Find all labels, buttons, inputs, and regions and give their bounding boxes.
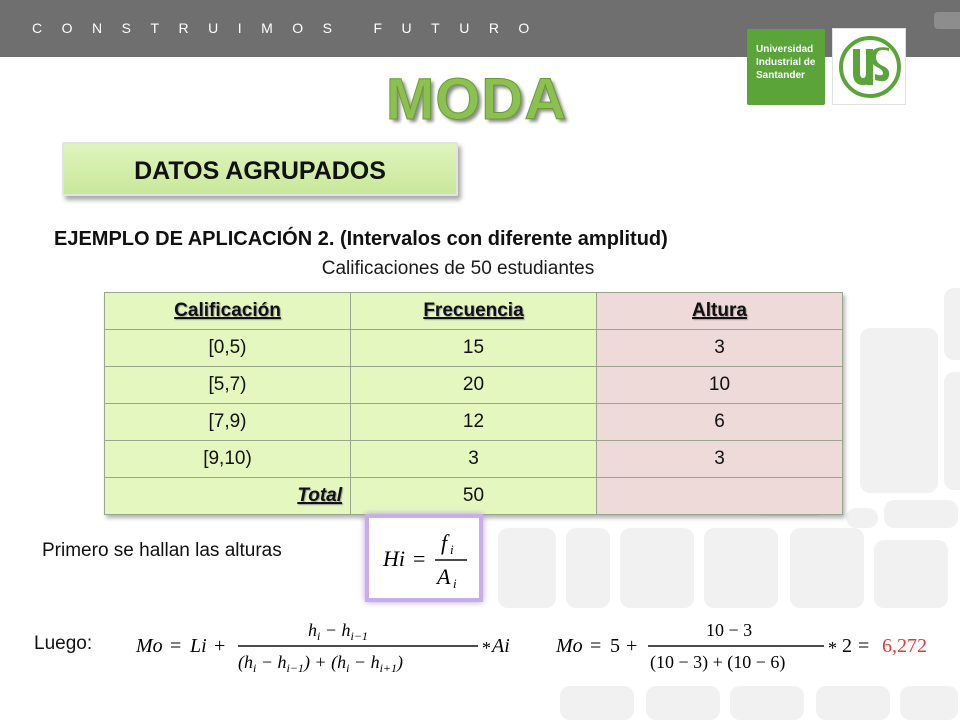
section-header (62, 142, 458, 196)
mode-calc-lhs: Mo (556, 635, 583, 657)
uis-emblem-icon (832, 28, 906, 105)
step-instruction: Primero se hallan las alturas (42, 540, 282, 561)
height-denominator: A (437, 564, 451, 589)
mode-denominator: $(h_i - h_{i-1}) + (h_i - h_{i+1})$ (238, 652, 404, 675)
banner-decoration (934, 12, 960, 29)
cell-height: 3 (597, 441, 843, 478)
equals-sign: = (413, 546, 426, 571)
tagline-left: CONSTRUIMOS (32, 20, 352, 36)
mode-numerator: $h_i - h_{i-1}$ (308, 620, 368, 643)
table-total-row (105, 478, 843, 515)
plus-sign: + (214, 635, 226, 657)
mode-calculation (548, 608, 943, 678)
total-label: Total (105, 478, 351, 515)
mode-result: 6,272 (882, 635, 927, 657)
cell-interval: [5,7) (105, 367, 351, 404)
cell-frequency: 20 (351, 367, 597, 404)
height-denominator-sub: i (453, 576, 457, 591)
header-grade: Calificación (105, 293, 351, 330)
width-value: 2 (842, 635, 852, 657)
university-logo (747, 29, 825, 105)
cell-interval: [7,9) (105, 404, 351, 441)
cell-frequency: 12 (351, 404, 597, 441)
height-numerator-sub: i (450, 542, 454, 557)
mode-lhs: Mo (136, 635, 163, 657)
cell-frequency: 3 (351, 441, 597, 478)
cell-interval: [9,10) (105, 441, 351, 478)
cell-frequency: 15 (351, 330, 597, 367)
section-label: DATOS AGRUPADOS (134, 157, 386, 185)
tagline-right: FUTURO (373, 20, 549, 36)
lower-limit-symbol: Li (190, 635, 207, 657)
height-formula-lhs: Hi (383, 546, 405, 571)
height-formula (365, 514, 483, 602)
mode-formula (130, 608, 515, 678)
cell-height: 10 (597, 367, 843, 404)
equals-sign: = (170, 635, 182, 657)
tagline (32, 20, 549, 36)
multiply-sign: * (828, 638, 837, 658)
equals-sign-result: = (858, 635, 870, 657)
table-row (105, 441, 843, 478)
equals-sign: = (590, 635, 602, 657)
table-row (105, 404, 843, 441)
page-title: MODA (386, 67, 568, 132)
cell-height: 6 (597, 404, 843, 441)
table-header-row (105, 293, 843, 330)
header-height: Altura (597, 293, 843, 330)
table-caption: Calificaciones de 50 estudiantes (321, 258, 595, 279)
university-name: Universidad Industrial de Santander (756, 44, 816, 81)
cell-height: 3 (597, 330, 843, 367)
total-height (597, 478, 843, 515)
cell-interval: [0,5) (105, 330, 351, 367)
table-row (105, 367, 843, 404)
table-row (105, 330, 843, 367)
calc-denominator: (10 − 3) + (10 − 6) (650, 652, 786, 672)
calc-numerator: 10 − 3 (706, 620, 753, 640)
total-frequency: 50 (351, 478, 597, 515)
header-frequency: Frecuencia (351, 293, 597, 330)
lower-limit-value: 5 (610, 635, 620, 657)
multiply-sign: * (482, 638, 491, 658)
then-label: Luego: (34, 633, 93, 654)
example-heading: EJEMPLO DE APLICACIÓN 2. (Intervalos con diferente amplitud) (54, 228, 668, 250)
frequency-table (104, 292, 843, 515)
height-numerator: f (441, 530, 448, 555)
plus-sign: + (626, 635, 638, 657)
width-symbol: Ai (492, 635, 510, 657)
